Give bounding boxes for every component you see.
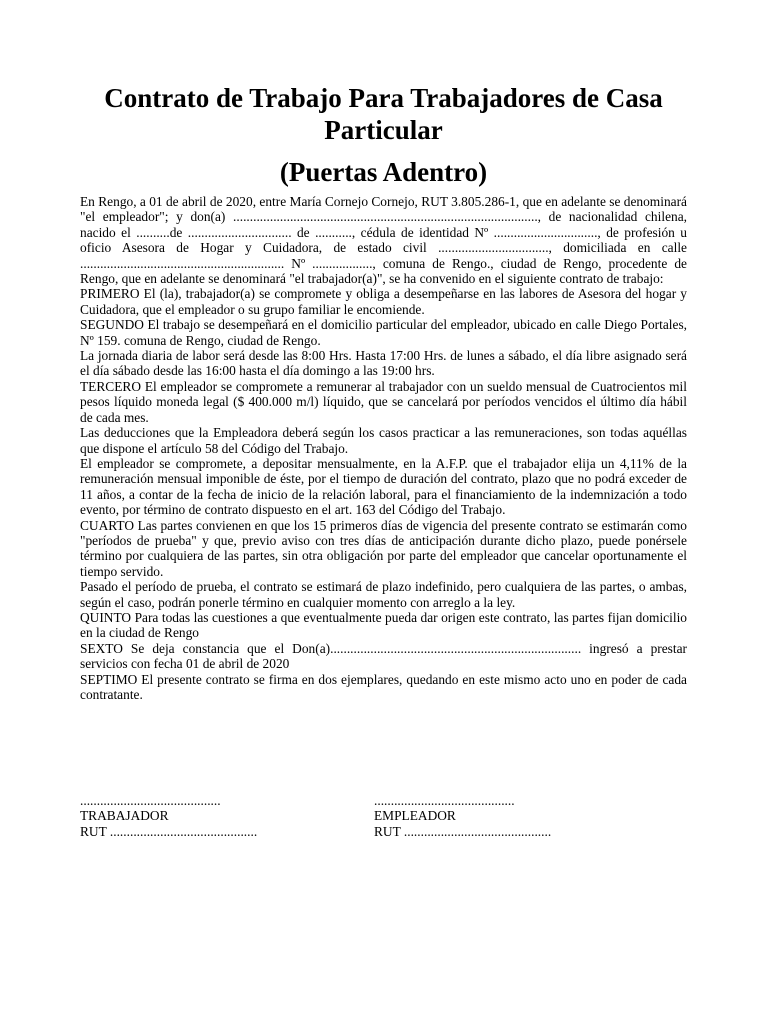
employer-signature [374,793,624,839]
paragraph-segundo: SEGUNDO El trabajo se desempeñará en el domicilio particular del empleador, ubicado en calle Diego Portales, Nº 159. comuna de Rengo, ciudad de Rengo. [80,317,687,348]
document-title: Contrato de Trabajo Para Trabajadores de Casa Particular [104,83,663,145]
employer-label: EMPLEADOR [374,808,456,824]
employer-signature-line: .......................................... [374,793,515,808]
paragraph-deducciones: Las deducciones que la Empleadora deberá según los casos practicar a las remuneraciones, son todas aquéllas que dispone el artículo 58 del Código del Trabajo. [80,425,687,456]
paragraph-primero: PRIMERO El (la), trabajador(a) se compromete y obliga a desempeñarse en las labores de Asesora del hogar y Cuidadora, que el empleador o su grupo familiar le encomiende. [80,286,687,317]
paragraph-septimo: SEPTIMO El presente contrato se firma en dos ejemplares, quedando en este mismo acto uno en poder de cada contratante. [80,671,687,702]
document-subtitle: (Puertas Adentro) [279,157,488,187]
paragraph-intro: En Rengo, a 01 de abril de 2020, entre María Cornejo Cornejo, RUT 3.805.286-1, que en adelante se denominará "el empleador"; y don(a) ..........................................................................................., de nacionalidad chilena, nacido el ..........de ............................... de ..........., cédula de identidad Nº ..............................., de profesión u oficio Asesora de Hogar y Cuidadora, de estado civil ................................., domiciliada en calle ............................................................. Nº .................., comuna de Rengo., ciudad de Rengo, procedente de Rengo, que en adelante se denominará "el trabajador(a)", se ha convenido en el siguiente contrato de trabajo: [80,194,687,287]
worker-label: TRABAJADOR [80,808,169,824]
worker-signature-line: .......................................... [80,793,221,808]
paragraph-quinto: QUINTO Para todas las cuestiones a que eventualmente pueda dar origen este contrato, las partes fijan domicilio en la ciudad de Rengo [80,609,687,641]
paragraph-sexto: SEXTO Se deja constancia que el Don(a)........................................................................... ingresó a prestar servicios con fecha 01 de abril de 2020 [80,640,687,672]
paragraph-periodo-prueba: Pasado el período de prueba, el contrato se estimará de plazo indefinido, pero cualquiera de las partes, o ambas, según el caso, podrán ponerle término en cualquier momento con arreglo a la ley. [80,579,687,610]
paragraph-jornada: La jornada diaria de labor será desde las 8:00 Hrs. Hasta 17:00 Hrs. de lunes a sábado, el día libre asignado será el día sábado desde las 16:00 hasta el día domingo a las 19:00 hrs. [80,348,687,379]
paragraph-cuarto: CUARTO Las partes convienen en que los 15 primeros días de vigencia del presente contrato se estimarán como "períodos de prueba" y que, previo aviso con tres días de anticipación durante dicho plazo, puede ponérsele término por cualquiera de las partes, sin otra obligación por parte del empleador que cancelar oportunamente el tiempo servido. [80,517,687,579]
paragraph-tercero: TERCERO El empleador se compromete a remunerar al trabajador con un sueldo mensual de Cuatrocientos mil pesos líquido moneda legal ($ 400.000 m/l) líquido, que se cancelará por períodos vencidos el último día hábil de cada mes. [80,378,687,425]
paragraph-afp: El empleador se compromete, a depositar mensualmente, en la A.F.P. que el trabajador elija un 4,11% de la remuneración mensual imponible de éste, por el tiempo de duración del contrato, plazo que no podrá exceder de 11 años, a contar de la fecha de inicio de la relación laboral, para el financiamiento de la indemnización a todo evento, por término de contrato dispuesto en el art. 163 del Código del Trabajo. [80,455,687,518]
worker-signature [80,793,330,839]
contract-body [80,194,687,702]
contract-page [80,82,687,702]
worker-rut: RUT ............................................ [80,823,258,839]
employer-rut: RUT ............................................ [374,823,552,839]
